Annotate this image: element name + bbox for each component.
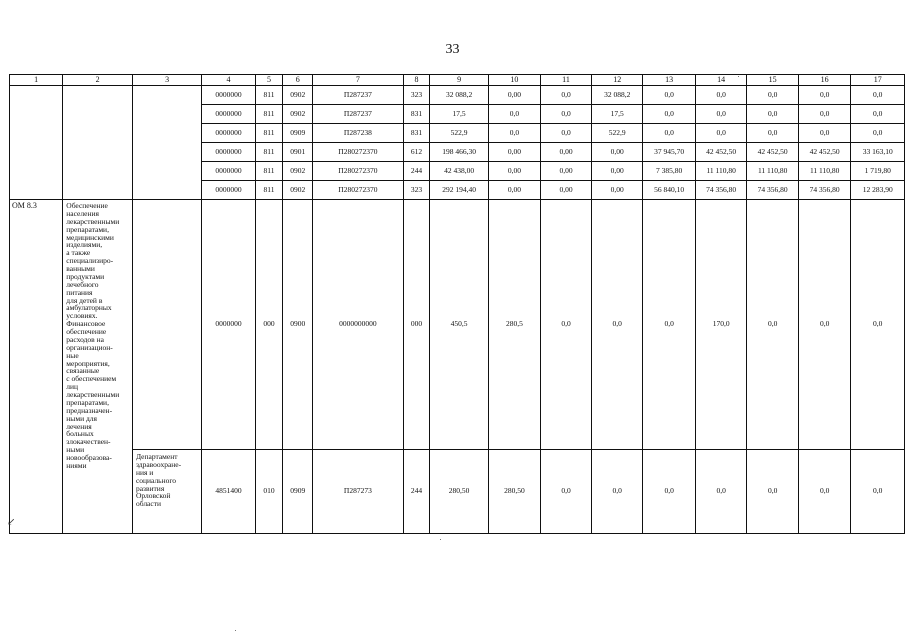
description-line: лечения xyxy=(66,421,92,431)
table-cell: 17,5 xyxy=(430,105,488,124)
table-cell: П280272370 xyxy=(313,162,404,181)
table-cell: 0,0 xyxy=(643,105,695,124)
executor-cell xyxy=(132,200,201,450)
column-number: 12 xyxy=(592,75,643,86)
table-cell: 0,0 xyxy=(695,124,747,143)
table-cell: 33 163,10 xyxy=(851,143,905,162)
description-line: Обеспечение xyxy=(66,201,108,210)
description-line: предназначен- xyxy=(66,405,113,415)
table-cell: 17,5 xyxy=(592,105,643,124)
description-line: ниями xyxy=(66,460,87,470)
table-cell: 0000000 xyxy=(202,162,255,181)
executor-line: области xyxy=(135,499,162,509)
table-cell: 0,0 xyxy=(798,200,850,450)
empty-label-cell xyxy=(10,86,63,200)
table-cell: 000 xyxy=(403,200,430,450)
description-line: а также xyxy=(66,248,91,258)
table-cell: 1 719,80 xyxy=(851,162,905,181)
description-line: условиях. xyxy=(66,311,98,321)
description-line: продуктами xyxy=(66,271,105,281)
executor-line: развития xyxy=(135,483,165,493)
table-cell: 7 385,80 xyxy=(643,162,695,181)
table-cell: 0,0 xyxy=(851,86,905,105)
table-cell: 522,9 xyxy=(592,124,643,143)
description-line: препаратами, xyxy=(66,397,109,407)
table-cell: 280,5 xyxy=(488,200,540,450)
table-cell: 0,0 xyxy=(541,124,592,143)
column-number: 15 xyxy=(747,75,799,86)
table-cell: 0,0 xyxy=(592,200,643,450)
table-cell: 56 840,10 xyxy=(643,181,695,200)
table-cell: 000 xyxy=(255,200,283,450)
description-line: связанные xyxy=(66,366,100,376)
table-cell: 811 xyxy=(255,143,283,162)
table-cell: 0,0 xyxy=(695,86,747,105)
table-cell: П287237 xyxy=(313,86,404,105)
table-cell: 522,9 xyxy=(430,124,488,143)
description-line: лиц xyxy=(66,382,79,392)
table-cell: 0901 xyxy=(283,143,313,162)
table-cell: 0909 xyxy=(283,124,313,143)
table-cell: 42 438,00 xyxy=(430,162,488,181)
description-line: ными для xyxy=(66,413,97,423)
table-cell: 0902 xyxy=(283,162,313,181)
table-cell: 12 283,90 xyxy=(851,181,905,200)
table-cell: П287238 xyxy=(313,124,404,143)
table-cell: 0,0 xyxy=(643,450,695,534)
table-cell: 323 xyxy=(403,86,430,105)
table-cell: 42 452,50 xyxy=(695,143,747,162)
column-number: 7 xyxy=(313,75,404,86)
table-cell: 0,0 xyxy=(798,450,850,534)
table-cell: 0902 xyxy=(283,181,313,200)
table-cell: 42 452,50 xyxy=(798,143,850,162)
table-cell: 811 xyxy=(255,86,283,105)
table-cell: 0,00 xyxy=(488,162,540,181)
table-cell: 0,0 xyxy=(592,450,643,534)
description-line: организацион- xyxy=(66,342,113,352)
table-cell: 0,0 xyxy=(798,86,850,105)
column-number: 3 xyxy=(132,75,201,86)
table-cell: 0,0 xyxy=(488,105,540,124)
table-cell: П287273 xyxy=(313,450,404,534)
scan-artifact-dot xyxy=(440,539,441,540)
table-cell: 0,00 xyxy=(541,143,592,162)
description-line: обеспечение xyxy=(66,327,107,336)
table-cell: 0,0 xyxy=(541,105,592,124)
executor-line: социального xyxy=(135,475,177,485)
table-cell: 198 466,30 xyxy=(430,143,488,162)
description-line: амбулаторных xyxy=(66,303,112,313)
table-cell: 0,0 xyxy=(798,105,850,124)
description-line: расходов на xyxy=(66,334,104,344)
table-cell: 0000000 xyxy=(202,143,255,162)
table-cell: 811 xyxy=(255,124,283,143)
table-cell: 0000000 xyxy=(202,86,255,105)
table-cell: 811 xyxy=(255,105,283,124)
table-cell: 11 110,80 xyxy=(798,162,850,181)
table-cell: 0000000 xyxy=(202,181,255,200)
table-cell: 280,50 xyxy=(430,450,488,534)
page-number: 33 xyxy=(445,42,460,57)
table-cell: 0,0 xyxy=(643,200,695,450)
table-cell: 0,00 xyxy=(592,143,643,162)
table-cell: 74 356,80 xyxy=(695,181,747,200)
column-number: 2 xyxy=(63,75,133,86)
table-cell: 831 xyxy=(403,124,430,143)
table-cell: 0,00 xyxy=(488,181,540,200)
table-cell: 0909 xyxy=(283,450,313,534)
column-number: 4 xyxy=(202,75,255,86)
column-number: 9 xyxy=(430,75,488,86)
table-cell: 292 194,40 xyxy=(430,181,488,200)
description-line: ными xyxy=(66,445,85,455)
description-line: питания xyxy=(66,287,93,297)
table-cell: 280,50 xyxy=(488,450,540,534)
table-cell: 0,00 xyxy=(488,86,540,105)
description-line: Финансовое xyxy=(66,319,106,329)
column-number: 11 xyxy=(541,75,592,86)
table-cell: 244 xyxy=(403,450,430,534)
table-row xyxy=(10,86,905,105)
table-cell: 0,0 xyxy=(747,450,799,534)
table-cell: 37 945,70 xyxy=(643,143,695,162)
scan-artifact-dot xyxy=(738,76,739,77)
table-cell: 244 xyxy=(403,162,430,181)
table-cell: 0,00 xyxy=(592,181,643,200)
description-line: медицинскими xyxy=(66,232,114,242)
table-cell: 0,0 xyxy=(747,124,799,143)
column-number: 5 xyxy=(255,75,283,86)
table-cell: 0,00 xyxy=(488,143,540,162)
executor-line: Орловской xyxy=(135,491,171,501)
column-number: 1 xyxy=(10,75,63,86)
table-cell: 0,0 xyxy=(851,200,905,450)
table-cell: 0,00 xyxy=(541,181,592,200)
table-cell: 11 110,80 xyxy=(747,162,799,181)
table-cell: 11 110,80 xyxy=(695,162,747,181)
table-cell: П280272370 xyxy=(313,143,404,162)
description-line: лечебного xyxy=(66,279,99,289)
table-cell: 0902 xyxy=(283,86,313,105)
table-cell: 0000000 xyxy=(202,124,255,143)
table-cell: 0000000 xyxy=(202,105,255,124)
table-cell: 0,0 xyxy=(643,86,695,105)
table-cell: 0,0 xyxy=(851,124,905,143)
table-row xyxy=(10,450,905,534)
empty-label-cell xyxy=(132,86,201,200)
table-cell: 0,0 xyxy=(541,450,592,534)
table-cell: 811 xyxy=(255,162,283,181)
table-cell: 612 xyxy=(403,143,430,162)
table-cell: П280272370 xyxy=(313,181,404,200)
description-line: злокачествен- xyxy=(66,437,111,447)
table-cell: 42 452,50 xyxy=(747,143,799,162)
scan-artifact-mark: ↙ xyxy=(7,517,16,528)
table-cell: 450,5 xyxy=(430,200,488,450)
description-line: населения xyxy=(66,208,99,218)
table-header-row xyxy=(10,75,905,86)
description-line: мероприятия, xyxy=(66,358,110,368)
empty-label-cell xyxy=(63,86,133,200)
table-cell: 0,0 xyxy=(747,105,799,124)
budget-table xyxy=(9,74,905,534)
table-cell: 0,0 xyxy=(541,86,592,105)
table-cell: 170,0 xyxy=(695,200,747,450)
table-cell: 0900 xyxy=(283,200,313,450)
executor-cell xyxy=(132,450,201,534)
description-line: ванными xyxy=(66,264,95,273)
table-cell: П287237 xyxy=(313,105,404,124)
description-line: лекарственными xyxy=(66,216,120,226)
table-cell: 0000000 xyxy=(202,200,255,450)
description-line: лекарственными xyxy=(66,390,120,399)
table-cell: 0,0 xyxy=(747,200,799,450)
table-cell: 0,00 xyxy=(592,162,643,181)
table-cell: 0,0 xyxy=(643,124,695,143)
executor-line: ния и xyxy=(135,467,154,477)
table-cell: 831 xyxy=(403,105,430,124)
table-cell: 32 088,2 xyxy=(430,86,488,105)
table-cell: 0,0 xyxy=(541,200,592,450)
description-line: для детей в xyxy=(66,295,103,305)
table-cell: 0,0 xyxy=(695,450,747,534)
table-cell: 0,0 xyxy=(695,105,747,124)
table-cell: 0,0 xyxy=(798,124,850,143)
table-cell: 74 356,80 xyxy=(798,181,850,200)
table-body xyxy=(10,75,905,534)
scan-artifact-dot xyxy=(235,630,236,631)
measure-id: ОМ 8.3 xyxy=(10,200,63,534)
column-number: 6 xyxy=(283,75,313,86)
description-line: специализиро- xyxy=(66,256,114,266)
description-line: ные xyxy=(66,350,79,360)
table-cell: 0,00 xyxy=(541,162,592,181)
table-cell: 811 xyxy=(255,181,283,200)
description-line: препаратами, xyxy=(66,224,109,234)
table-cell: 323 xyxy=(403,181,430,200)
column-number: 16 xyxy=(798,75,850,86)
table-cell: 0,0 xyxy=(747,86,799,105)
description-line: изделиями, xyxy=(66,240,103,250)
description-line: с обеспечением xyxy=(66,374,117,384)
table-cell: 74 356,80 xyxy=(747,181,799,200)
executor-line: Департамент xyxy=(135,452,178,461)
column-number: 10 xyxy=(488,75,540,86)
table-row xyxy=(10,200,905,450)
column-number: 17 xyxy=(851,75,905,86)
table-cell: 0902 xyxy=(283,105,313,124)
column-number: 8 xyxy=(403,75,430,86)
table-cell: 0000000000 xyxy=(313,200,404,450)
table-cell: 0,0 xyxy=(488,124,540,143)
table-cell: 32 088,2 xyxy=(592,86,643,105)
table-cell: 0,0 xyxy=(851,450,905,534)
measure-description xyxy=(63,200,133,534)
executor-line: здравоохране- xyxy=(135,459,182,469)
description-line: больных xyxy=(66,429,94,439)
column-number: 13 xyxy=(643,75,695,86)
description-line: новообразова- xyxy=(66,453,112,462)
table-cell: 4851400 xyxy=(202,450,255,534)
table-cell: 0,0 xyxy=(851,105,905,124)
table-cell: 010 xyxy=(255,450,283,534)
column-number: 14 xyxy=(695,75,747,86)
